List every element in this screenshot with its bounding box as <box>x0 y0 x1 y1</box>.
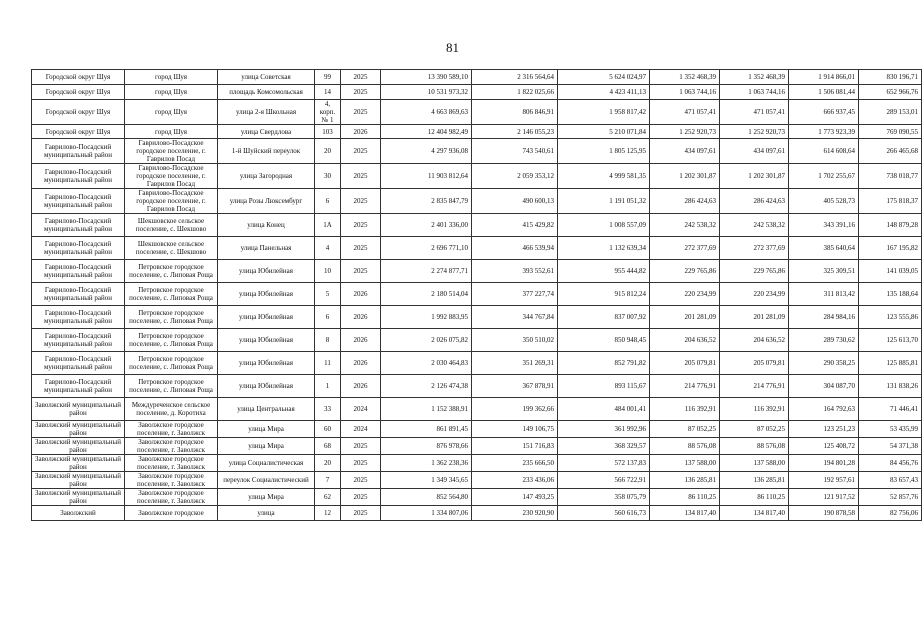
street-cell: площадь Комсомольская <box>218 85 315 100</box>
year-cell: 2026 <box>341 283 381 306</box>
amount-cell: 137 588,00 <box>720 455 789 472</box>
amount-cell: 175 818,37 <box>859 189 922 214</box>
amount-cell: 1 805 125,95 <box>558 139 650 164</box>
amount-cell: 266 465,68 <box>859 139 922 164</box>
amount-cell: 272 377,69 <box>650 237 720 260</box>
amount-cell: 738 018,77 <box>859 164 922 189</box>
amount-cell: 471 057,41 <box>720 100 789 125</box>
total-cost-cell: 852 564,80 <box>381 489 472 506</box>
amount-cell: 290 358,25 <box>789 352 859 375</box>
amount-cell: 1 063 744,16 <box>720 85 789 100</box>
street-cell: улица Юбилейная <box>218 375 315 398</box>
amount-cell: 71 446,41 <box>859 398 922 421</box>
street-cell: улица Панельная <box>218 237 315 260</box>
amount-cell: 325 309,51 <box>789 260 859 283</box>
total-cost-cell: 1 992 883,95 <box>381 306 472 329</box>
street-cell: 1-й Шуйский переулок <box>218 139 315 164</box>
settlement-cell: Петровское городское поселение, с. Липовая Роща <box>125 283 218 306</box>
table-row <box>32 214 922 237</box>
total-cost-cell: 1 362 238,36 <box>381 455 472 472</box>
total-cost-cell: 2 274 877,71 <box>381 260 472 283</box>
settlement-cell: Гаврилово-Посадское городское поселение, г. Гаврилов Посад <box>125 164 218 189</box>
total-cost-cell: 1 334 807,06 <box>381 506 472 521</box>
amount-cell: 201 281,09 <box>720 306 789 329</box>
table-row <box>32 352 922 375</box>
amount-cell: 125 885,81 <box>859 352 922 375</box>
amount-cell: 572 137,83 <box>558 455 650 472</box>
amount-cell: 466 539,94 <box>472 237 558 260</box>
amount-cell: 1 191 051,32 <box>558 189 650 214</box>
house-number-cell: 20 <box>315 139 341 164</box>
street-cell: улица 2-я Школьная <box>218 100 315 125</box>
amount-cell: 233 436,06 <box>472 472 558 489</box>
table-row <box>32 164 922 189</box>
amount-cell: 830 196,71 <box>859 70 922 85</box>
municipality-cell: Заволжский муниципальный район <box>32 455 125 472</box>
amount-cell: 123 251,23 <box>789 421 859 438</box>
amount-cell: 84 456,76 <box>859 455 922 472</box>
year-cell: 2025 <box>341 85 381 100</box>
total-cost-cell: 10 531 973,32 <box>381 85 472 100</box>
settlement-cell: город Шуя <box>125 100 218 125</box>
house-number-cell: 6 <box>315 189 341 214</box>
table-row <box>32 375 922 398</box>
settlement-cell: Петровское городское поселение, с. Липовая Роща <box>125 329 218 352</box>
amount-cell: 135 188,64 <box>859 283 922 306</box>
year-cell: 2026 <box>341 375 381 398</box>
amount-cell: 87 052,25 <box>720 421 789 438</box>
amount-cell: 194 801,28 <box>789 455 859 472</box>
house-number-cell: 103 <box>315 125 341 139</box>
municipality-cell: Заволжский муниципальный район <box>32 421 125 438</box>
amount-cell: 560 616,73 <box>558 506 650 521</box>
amount-cell: 286 424,63 <box>650 189 720 214</box>
amount-cell: 2 146 055,23 <box>472 125 558 139</box>
year-cell: 2026 <box>341 125 381 139</box>
amount-cell: 1 822 025,66 <box>472 85 558 100</box>
total-cost-cell: 1 152 388,91 <box>381 398 472 421</box>
amount-cell: 190 878,58 <box>789 506 859 521</box>
table-row <box>32 125 922 139</box>
total-cost-cell: 2 696 771,10 <box>381 237 472 260</box>
total-cost-cell: 861 891,45 <box>381 421 472 438</box>
total-cost-cell: 2 030 464,83 <box>381 352 472 375</box>
total-cost-cell: 12 404 982,49 <box>381 125 472 139</box>
amount-cell: 289 153,01 <box>859 100 922 125</box>
settlement-cell: Шекшовское сельское поселение, с. Шекшово <box>125 214 218 237</box>
amount-cell: 1 352 468,39 <box>650 70 720 85</box>
amount-cell: 204 636,52 <box>650 329 720 352</box>
amount-cell: 136 285,81 <box>650 472 720 489</box>
table-row <box>32 139 922 164</box>
year-cell: 2025 <box>341 164 381 189</box>
table-row <box>32 489 922 506</box>
amount-cell: 53 435,99 <box>859 421 922 438</box>
total-cost-cell: 2 180 514,04 <box>381 283 472 306</box>
amount-cell: 131 838,26 <box>859 375 922 398</box>
table-row <box>32 438 922 455</box>
settlement-cell: Гаврилово-Посадское городское поселение, г. Гаврилов Посад <box>125 189 218 214</box>
amount-cell: 806 846,91 <box>472 100 558 125</box>
amount-cell: 2 059 353,12 <box>472 164 558 189</box>
amount-cell: 652 966,76 <box>859 85 922 100</box>
table-row <box>32 506 922 521</box>
house-number-cell: 99 <box>315 70 341 85</box>
year-cell: 2025 <box>341 139 381 164</box>
amount-cell: 915 812,24 <box>558 283 650 306</box>
settlement-cell: Заволжское городское поселение, г. Заволжск <box>125 472 218 489</box>
amount-cell: 205 079,81 <box>720 352 789 375</box>
amount-cell: 393 552,61 <box>472 260 558 283</box>
municipality-cell: Гаврилово-Посадский муниципальный район <box>32 260 125 283</box>
amount-cell: 343 391,16 <box>789 214 859 237</box>
house-number-cell: 11 <box>315 352 341 375</box>
amount-cell: 368 329,57 <box>558 438 650 455</box>
amount-cell: 88 576,08 <box>650 438 720 455</box>
house-number-cell: 20 <box>315 455 341 472</box>
settlement-cell: Заволжское городское поселение, г. Заволжск <box>125 489 218 506</box>
settlement-cell: Петровское городское поселение, с. Липовая Роща <box>125 306 218 329</box>
amount-cell: 385 640,64 <box>789 237 859 260</box>
amount-cell: 566 722,91 <box>558 472 650 489</box>
amount-cell: 4 423 411,13 <box>558 85 650 100</box>
amount-cell: 125 613,70 <box>859 329 922 352</box>
year-cell: 2025 <box>341 489 381 506</box>
municipality-cell: Гаврилово-Посадский муниципальный район <box>32 283 125 306</box>
amount-cell: 1 914 866,01 <box>789 70 859 85</box>
amount-cell: 123 555,86 <box>859 306 922 329</box>
settlement-cell: Петровское городское поселение, с. Липовая Роща <box>125 260 218 283</box>
amount-cell: 134 817,40 <box>650 506 720 521</box>
year-cell: 2025 <box>341 189 381 214</box>
amount-cell: 377 227,74 <box>472 283 558 306</box>
municipality-cell: Гаврилово-Посадский муниципальный район <box>32 189 125 214</box>
table-row <box>32 189 922 214</box>
year-cell: 2025 <box>341 260 381 283</box>
amount-cell: 242 538,32 <box>650 214 720 237</box>
house-number-cell: 6 <box>315 306 341 329</box>
amount-cell: 1 008 557,09 <box>558 214 650 237</box>
settlement-cell: Заволжское городское поселение, г. Заволжск <box>125 438 218 455</box>
amount-cell: 204 636,52 <box>720 329 789 352</box>
total-cost-cell: 4 663 869,63 <box>381 100 472 125</box>
settlement-cell: Шекшовское сельское поселение, с. Шекшово <box>125 237 218 260</box>
amount-cell: 344 767,84 <box>472 306 558 329</box>
amount-cell: 358 075,79 <box>558 489 650 506</box>
street-cell: улица Мира <box>218 438 315 455</box>
house-number-cell: 4, корп. № 1 <box>315 100 341 125</box>
year-cell: 2025 <box>341 506 381 521</box>
total-cost-cell: 2 835 847,79 <box>381 189 472 214</box>
amount-cell: 214 776,91 <box>650 375 720 398</box>
amount-cell: 192 957,61 <box>789 472 859 489</box>
amount-cell: 87 052,25 <box>650 421 720 438</box>
amount-cell: 5 210 071,84 <box>558 125 650 139</box>
municipality-cell: Гаврилово-Посадский муниципальный район <box>32 375 125 398</box>
year-cell: 2026 <box>341 352 381 375</box>
year-cell: 2026 <box>341 329 381 352</box>
amount-cell: 229 765,86 <box>720 260 789 283</box>
total-cost-cell: 4 297 936,08 <box>381 139 472 164</box>
table-row <box>32 70 922 85</box>
amount-cell: 361 992,96 <box>558 421 650 438</box>
house-number-cell: 12 <box>315 506 341 521</box>
year-cell: 2025 <box>341 438 381 455</box>
table-body <box>32 70 922 521</box>
settlement-cell: Петровское городское поселение, с. Липовая Роща <box>125 352 218 375</box>
amount-cell: 242 538,32 <box>720 214 789 237</box>
street-cell: улица Юбилейная <box>218 306 315 329</box>
street-cell: улица <box>218 506 315 521</box>
municipality-cell: Городской округ Шуя <box>32 85 125 100</box>
amount-cell: 484 001,41 <box>558 398 650 421</box>
year-cell: 2025 <box>341 70 381 85</box>
table-row <box>32 283 922 306</box>
street-cell: улица Конец <box>218 214 315 237</box>
amount-cell: 116 392,91 <box>650 398 720 421</box>
amount-cell: 1 252 920,73 <box>720 125 789 139</box>
year-cell: 2025 <box>341 214 381 237</box>
settlement-cell: Заволжское городское <box>125 506 218 521</box>
amount-cell: 116 392,91 <box>720 398 789 421</box>
page-number: 81 <box>446 40 459 55</box>
street-cell: улица Свердлова <box>218 125 315 139</box>
municipality-cell: Городской округ Шуя <box>32 125 125 139</box>
amount-cell: 149 106,75 <box>472 421 558 438</box>
year-cell: 2024 <box>341 421 381 438</box>
amount-cell: 147 493,25 <box>472 489 558 506</box>
house-number-cell: 5 <box>315 283 341 306</box>
house-number-cell: 14 <box>315 85 341 100</box>
settlement-cell: город Шуя <box>125 125 218 139</box>
amount-cell: 289 730,62 <box>789 329 859 352</box>
total-cost-cell: 2 026 075,82 <box>381 329 472 352</box>
municipality-cell: Гаврилово-Посадский муниципальный район <box>32 306 125 329</box>
settlement-cell: Заволжское городское поселение, г. Заволжск <box>125 421 218 438</box>
municipality-cell: Гаврилово-Посадский муниципальный район <box>32 139 125 164</box>
municipality-cell: Заволжский муниципальный район <box>32 398 125 421</box>
table-row <box>32 455 922 472</box>
amount-cell: 490 600,13 <box>472 189 558 214</box>
amount-cell: 86 110,25 <box>720 489 789 506</box>
settlement-cell: город Шуя <box>125 85 218 100</box>
amount-cell: 205 079,81 <box>650 352 720 375</box>
table-row <box>32 329 922 352</box>
street-cell: улица Юбилейная <box>218 352 315 375</box>
settlement-cell: город Шуя <box>125 70 218 85</box>
house-number-cell: 4 <box>315 237 341 260</box>
total-cost-cell: 13 390 589,10 <box>381 70 472 85</box>
amount-cell: 304 087,70 <box>789 375 859 398</box>
year-cell: 2025 <box>341 100 381 125</box>
amount-cell: 164 792,63 <box>789 398 859 421</box>
amount-cell: 151 716,83 <box>472 438 558 455</box>
street-cell: улица Центральная <box>218 398 315 421</box>
amount-cell: 201 281,09 <box>650 306 720 329</box>
municipality-cell: Гаврилово-Посадский муниципальный район <box>32 237 125 260</box>
amount-cell: 54 371,38 <box>859 438 922 455</box>
amount-cell: 134 817,40 <box>720 506 789 521</box>
amount-cell: 286 424,63 <box>720 189 789 214</box>
amount-cell: 1 506 081,44 <box>789 85 859 100</box>
street-cell: улица Юбилейная <box>218 260 315 283</box>
municipality-cell: Городской округ Шуя <box>32 100 125 125</box>
amount-cell: 1 352 468,39 <box>720 70 789 85</box>
amount-cell: 769 090,55 <box>859 125 922 139</box>
settlement-cell: Гаврилово-Посадское городское поселение, г. Гаврилов Посад <box>125 139 218 164</box>
municipality-cell: Заволжский муниципальный район <box>32 472 125 489</box>
table-row <box>32 100 922 125</box>
amount-cell: 137 588,00 <box>650 455 720 472</box>
amount-cell: 229 765,86 <box>650 260 720 283</box>
street-cell: улица Загородная <box>218 164 315 189</box>
amount-cell: 125 408,72 <box>789 438 859 455</box>
municipality-cell: Гаврилово-Посадский муниципальный район <box>32 329 125 352</box>
amount-cell: 852 791,82 <box>558 352 650 375</box>
amount-cell: 850 948,45 <box>558 329 650 352</box>
amount-cell: 199 362,66 <box>472 398 558 421</box>
house-number-cell: 62 <box>315 489 341 506</box>
house-number-cell: 10 <box>315 260 341 283</box>
street-cell: улица Юбилейная <box>218 329 315 352</box>
settlement-cell: Заволжское городское поселение, г. Заволжск <box>125 455 218 472</box>
amount-cell: 434 097,61 <box>650 139 720 164</box>
house-number-cell: 1А <box>315 214 341 237</box>
year-cell: 2026 <box>341 306 381 329</box>
amount-cell: 837 007,92 <box>558 306 650 329</box>
amount-cell: 311 813,42 <box>789 283 859 306</box>
amount-cell: 141 039,05 <box>859 260 922 283</box>
amount-cell: 351 269,31 <box>472 352 558 375</box>
table-row <box>32 85 922 100</box>
total-cost-cell: 1 349 345,65 <box>381 472 472 489</box>
amount-cell: 415 429,82 <box>472 214 558 237</box>
total-cost-cell: 2 401 336,00 <box>381 214 472 237</box>
amount-cell: 893 115,67 <box>558 375 650 398</box>
amount-cell: 86 110,25 <box>650 489 720 506</box>
amount-cell: 1 202 301,87 <box>650 164 720 189</box>
table-row <box>32 421 922 438</box>
amount-cell: 471 057,41 <box>650 100 720 125</box>
amount-cell: 1 063 744,16 <box>650 85 720 100</box>
amount-cell: 743 540,61 <box>472 139 558 164</box>
amount-cell: 1 958 817,42 <box>558 100 650 125</box>
amount-cell: 1 202 301,87 <box>720 164 789 189</box>
amount-cell: 666 937,45 <box>789 100 859 125</box>
street-cell: улица Розы Люксембург <box>218 189 315 214</box>
amount-cell: 121 917,52 <box>789 489 859 506</box>
table-row <box>32 306 922 329</box>
amount-cell: 405 528,73 <box>789 189 859 214</box>
amount-cell: 5 624 024,97 <box>558 70 650 85</box>
amount-cell: 83 657,43 <box>859 472 922 489</box>
amount-cell: 614 608,64 <box>789 139 859 164</box>
street-cell: улица Мира <box>218 421 315 438</box>
amount-cell: 1 773 923,39 <box>789 125 859 139</box>
amount-cell: 235 666,50 <box>472 455 558 472</box>
street-cell: улица Юбилейная <box>218 283 315 306</box>
table-row <box>32 472 922 489</box>
year-cell: 2025 <box>341 472 381 489</box>
total-cost-cell: 2 126 474,38 <box>381 375 472 398</box>
house-number-cell: 68 <box>315 438 341 455</box>
year-cell: 2025 <box>341 237 381 260</box>
amount-cell: 220 234,99 <box>650 283 720 306</box>
street-cell: переулок Социалистический <box>218 472 315 489</box>
house-number-cell: 1 <box>315 375 341 398</box>
table-row <box>32 237 922 260</box>
settlement-cell: Междуреченское сельское поселение, д. Коротиха <box>125 398 218 421</box>
amount-cell: 4 999 581,35 <box>558 164 650 189</box>
amount-cell: 2 316 564,64 <box>472 70 558 85</box>
street-cell: улица Социалистическая <box>218 455 315 472</box>
amount-cell: 350 510,02 <box>472 329 558 352</box>
amount-cell: 136 285,81 <box>720 472 789 489</box>
table-row <box>32 260 922 283</box>
year-cell: 2025 <box>341 455 381 472</box>
street-cell: улица Мира <box>218 489 315 506</box>
amount-cell: 230 920,90 <box>472 506 558 521</box>
amount-cell: 148 879,28 <box>859 214 922 237</box>
total-cost-cell: 11 903 812,64 <box>381 164 472 189</box>
settlement-cell: Петровское городское поселение, с. Липовая Роща <box>125 375 218 398</box>
amount-cell: 434 097,61 <box>720 139 789 164</box>
house-number-cell: 8 <box>315 329 341 352</box>
municipality-cell: Заволжский муниципальный район <box>32 489 125 506</box>
amount-cell: 167 195,82 <box>859 237 922 260</box>
amount-cell: 955 444,82 <box>558 260 650 283</box>
amount-cell: 214 776,91 <box>720 375 789 398</box>
amount-cell: 272 377,69 <box>720 237 789 260</box>
data-table <box>31 69 922 521</box>
amount-cell: 220 234,99 <box>720 283 789 306</box>
amount-cell: 1 252 920,73 <box>650 125 720 139</box>
municipality-cell: Гаврилово-Посадский муниципальный район <box>32 164 125 189</box>
municipality-cell: Заволжский <box>32 506 125 521</box>
amount-cell: 82 756,06 <box>859 506 922 521</box>
house-number-cell: 33 <box>315 398 341 421</box>
municipality-cell: Гаврилово-Посадский муниципальный район <box>32 352 125 375</box>
municipality-cell: Городской округ Шуя <box>32 70 125 85</box>
house-number-cell: 60 <box>315 421 341 438</box>
year-cell: 2024 <box>341 398 381 421</box>
municipality-cell: Гаврилово-Посадский муниципальный район <box>32 214 125 237</box>
house-number-cell: 7 <box>315 472 341 489</box>
amount-cell: 284 984,16 <box>789 306 859 329</box>
amount-cell: 1 132 639,34 <box>558 237 650 260</box>
amount-cell: 88 576,08 <box>720 438 789 455</box>
amount-cell: 367 878,91 <box>472 375 558 398</box>
amount-cell: 52 857,76 <box>859 489 922 506</box>
table-row <box>32 398 922 421</box>
amount-cell: 1 702 255,67 <box>789 164 859 189</box>
street-cell: улица Советская <box>218 70 315 85</box>
house-number-cell: 30 <box>315 164 341 189</box>
municipality-cell: Заволжский муниципальный район <box>32 438 125 455</box>
total-cost-cell: 876 978,66 <box>381 438 472 455</box>
